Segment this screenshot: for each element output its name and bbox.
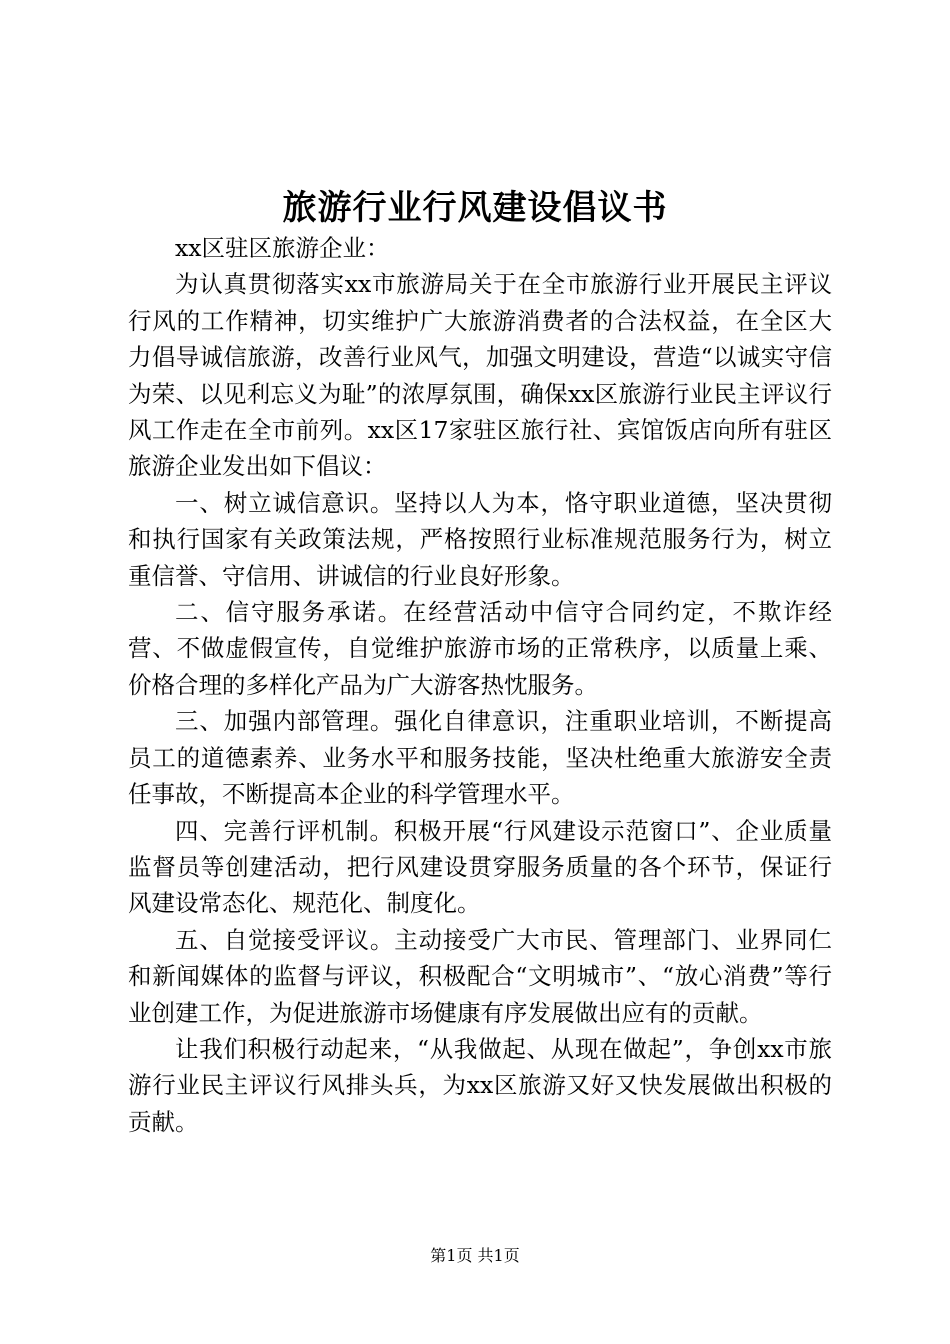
document-body — [128, 230, 832, 1140]
paragraph-point-5: 五、自觉接受评议。主动接受广大市民、管理部门、业界同仁和新闻媒体的监督与评议，积极配合“文明城市”、“放心消费”等行业创建工作，为促进旅游市场健康有序发展做出应有的贡献。 — [128, 925, 832, 1027]
paragraph-closing: 让我们积极行动起来，“从我做起、从现在做起”，争创xx市旅游行业民主评议行风排头兵，为xx区旅游又好又快发展做出积极的贡献。 — [128, 1034, 832, 1136]
salutation: xx区驻区旅游企业： — [175, 234, 390, 262]
paragraph-point-4: 四、完善行评机制。积极开展“行风建设示范窗口”、企业质量监督员等创建活动，把行风建设贯穿服务质量的各个环节，保证行风建设常态化、规范化、制度化。 — [128, 816, 832, 918]
paragraph-point-2: 二、信守服务承诺。在经营活动中信守合同约定，不欺诈经营、不做虚假宣传，自觉维护旅游市场的正常秩序，以质量上乘、价格合理的多样化产品为广大游客热忱服务。 — [128, 598, 832, 699]
paragraph-point-1: 一、树立诚信意识。坚持以人为本，恪守职业道德，坚决贯彻和执行国家有关政策法规，严格按照行业标准规范服务行为，树立重信誉、守信用、讲诚信的行业良好形象。 — [128, 488, 832, 590]
document-title: 旅游行业行风建设倡议书 — [282, 188, 668, 228]
page-number-footer: 第1页 共1页 — [430, 1246, 520, 1265]
paragraph-point-3: 三、加强内部管理。强化自律意识，注重职业培训，不断提高员工的道德素养、业务水平和服务技能，坚决杜绝重大旅游安全责任事故，不断提高本企业的科学管理水平。 — [128, 707, 832, 809]
paragraph-intro: 为认真贯彻落实xx市旅游局关于在全市旅游行业开展民主评议行风的工作精神，切实维护广大旅游消费者的合法权益，在全区大力倡导诚信旅游，改善行业风气，加强文明建设，营造“以诚实守信为荣、以见利忘义为耻”的浓厚氛围，确保xx区旅游行业民主评议行风工作走在全市前列。xx区17家驻区旅行社、宾馆饭店向所有驻区旅游企业发出如下倡议： — [128, 270, 832, 481]
